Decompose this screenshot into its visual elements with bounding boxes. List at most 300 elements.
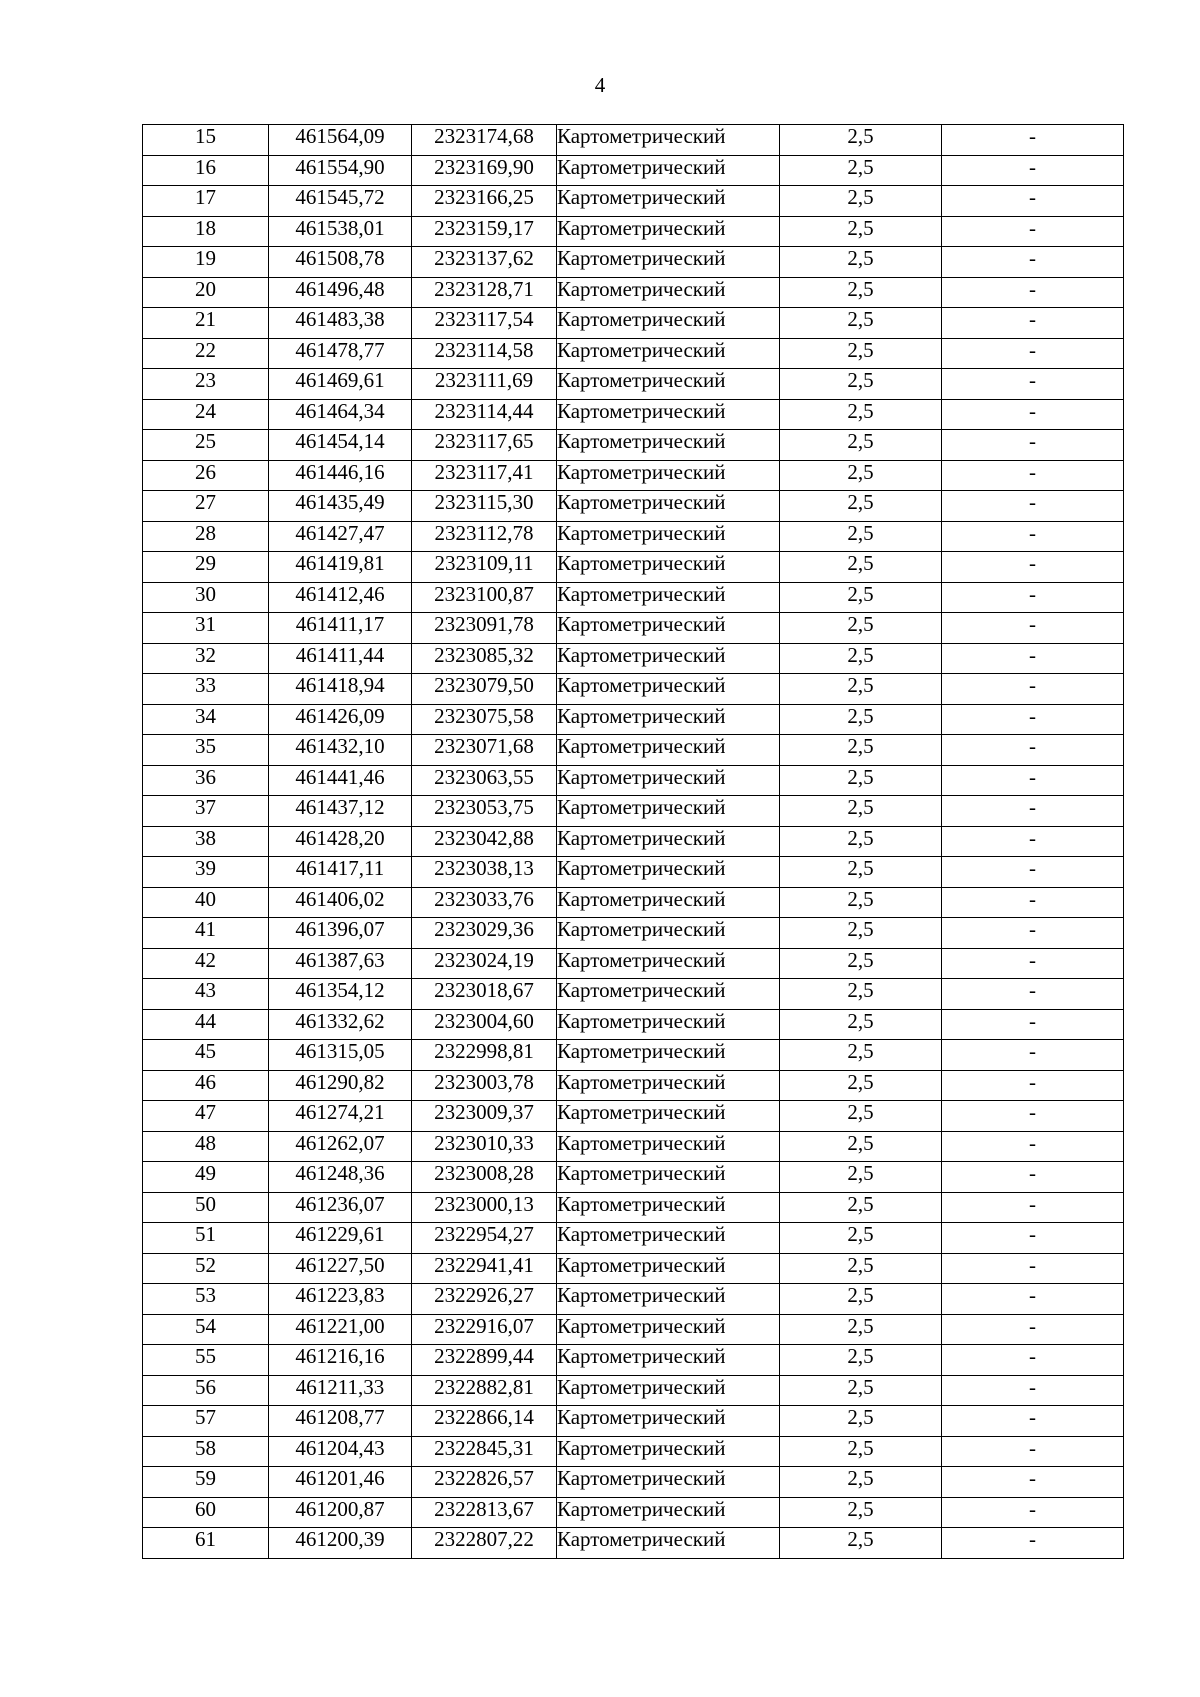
x-coordinate-cell: 461227,50: [269, 1253, 412, 1284]
method-cell: Картометрический: [557, 308, 780, 339]
table-row: [143, 186, 1124, 217]
coordinates-table-body: [143, 125, 1124, 1559]
point-number-cell: 59: [143, 1467, 269, 1498]
x-coordinate-cell: 461315,05: [269, 1040, 412, 1071]
description-cell: -: [942, 216, 1124, 247]
point-number-cell: 24: [143, 399, 269, 430]
accuracy-cell: 2,5: [780, 308, 942, 339]
method-cell: Картометрический: [557, 765, 780, 796]
table-row: [143, 826, 1124, 857]
table-row: [143, 704, 1124, 735]
point-number-cell: 57: [143, 1406, 269, 1437]
description-cell: -: [942, 582, 1124, 613]
x-coordinate-cell: 461538,01: [269, 216, 412, 247]
method-cell: Картометрический: [557, 369, 780, 400]
method-cell: Картометрический: [557, 979, 780, 1010]
table-row: [143, 1253, 1124, 1284]
table-row: [143, 216, 1124, 247]
method-cell: Картометрический: [557, 826, 780, 857]
y-coordinate-cell: 2323091,78: [412, 613, 557, 644]
description-cell: -: [942, 308, 1124, 339]
point-number-cell: 35: [143, 735, 269, 766]
accuracy-cell: 2,5: [780, 1192, 942, 1223]
table-row: [143, 277, 1124, 308]
coordinates-table: [142, 124, 1124, 1559]
accuracy-cell: 2,5: [780, 1314, 942, 1345]
y-coordinate-cell: 2323009,37: [412, 1101, 557, 1132]
table-row: [143, 1284, 1124, 1315]
method-cell: Картометрический: [557, 796, 780, 827]
accuracy-cell: 2,5: [780, 979, 942, 1010]
method-cell: Картометрический: [557, 582, 780, 613]
point-number-cell: 22: [143, 338, 269, 369]
description-cell: -: [942, 613, 1124, 644]
method-cell: Картометрический: [557, 1070, 780, 1101]
point-number-cell: 61: [143, 1528, 269, 1559]
description-cell: -: [942, 1375, 1124, 1406]
method-cell: Картометрический: [557, 1497, 780, 1528]
point-number-cell: 16: [143, 155, 269, 186]
x-coordinate-cell: 461564,09: [269, 125, 412, 156]
x-coordinate-cell: 461221,00: [269, 1314, 412, 1345]
accuracy-cell: 2,5: [780, 1070, 942, 1101]
description-cell: -: [942, 1345, 1124, 1376]
table-row: [143, 1436, 1124, 1467]
point-number-cell: 58: [143, 1436, 269, 1467]
x-coordinate-cell: 461216,16: [269, 1345, 412, 1376]
point-number-cell: 18: [143, 216, 269, 247]
method-cell: Картометрический: [557, 1040, 780, 1071]
accuracy-cell: 2,5: [780, 277, 942, 308]
page-number: 4: [594, 73, 606, 97]
table-row: [143, 1009, 1124, 1040]
table-row: [143, 948, 1124, 979]
table-row: [143, 1467, 1124, 1498]
point-number-cell: 20: [143, 277, 269, 308]
method-cell: Картометрический: [557, 613, 780, 644]
description-cell: -: [942, 796, 1124, 827]
method-cell: Картометрический: [557, 277, 780, 308]
table-row: [143, 125, 1124, 156]
y-coordinate-cell: 2323114,58: [412, 338, 557, 369]
accuracy-cell: 2,5: [780, 1101, 942, 1132]
accuracy-cell: 2,5: [780, 704, 942, 735]
description-cell: -: [942, 1162, 1124, 1193]
description-cell: -: [942, 1314, 1124, 1345]
y-coordinate-cell: 2322899,44: [412, 1345, 557, 1376]
point-number-cell: 21: [143, 308, 269, 339]
y-coordinate-cell: 2323038,13: [412, 857, 557, 888]
method-cell: Картометрический: [557, 430, 780, 461]
point-number-cell: 51: [143, 1223, 269, 1254]
x-coordinate-cell: 461496,48: [269, 277, 412, 308]
point-number-cell: 37: [143, 796, 269, 827]
table-row: [143, 796, 1124, 827]
accuracy-cell: 2,5: [780, 643, 942, 674]
x-coordinate-cell: 461446,16: [269, 460, 412, 491]
description-cell: -: [942, 918, 1124, 949]
y-coordinate-cell: 2322941,41: [412, 1253, 557, 1284]
table-row: [143, 247, 1124, 278]
description-cell: -: [942, 1406, 1124, 1437]
description-cell: -: [942, 826, 1124, 857]
table-row: [143, 1345, 1124, 1376]
x-coordinate-cell: 461208,77: [269, 1406, 412, 1437]
y-coordinate-cell: 2323033,76: [412, 887, 557, 918]
x-coordinate-cell: 461236,07: [269, 1192, 412, 1223]
description-cell: -: [942, 1040, 1124, 1071]
y-coordinate-cell: 2323075,58: [412, 704, 557, 735]
method-cell: Картометрический: [557, 1131, 780, 1162]
x-coordinate-cell: 461469,61: [269, 369, 412, 400]
point-number-cell: 36: [143, 765, 269, 796]
x-coordinate-cell: 461419,81: [269, 552, 412, 583]
point-number-cell: 43: [143, 979, 269, 1010]
y-coordinate-cell: 2323004,60: [412, 1009, 557, 1040]
point-number-cell: 52: [143, 1253, 269, 1284]
x-coordinate-cell: 461435,49: [269, 491, 412, 522]
method-cell: Картометрический: [557, 1223, 780, 1254]
x-coordinate-cell: 461478,77: [269, 338, 412, 369]
table-row: [143, 735, 1124, 766]
accuracy-cell: 2,5: [780, 125, 942, 156]
table-row: [143, 1070, 1124, 1101]
accuracy-cell: 2,5: [780, 1497, 942, 1528]
method-cell: Картометрический: [557, 1314, 780, 1345]
x-coordinate-cell: 461426,09: [269, 704, 412, 735]
y-coordinate-cell: 2323109,11: [412, 552, 557, 583]
table-row: [143, 399, 1124, 430]
y-coordinate-cell: 2323008,28: [412, 1162, 557, 1193]
method-cell: Картометрический: [557, 125, 780, 156]
method-cell: Картометрический: [557, 1406, 780, 1437]
y-coordinate-cell: 2322954,27: [412, 1223, 557, 1254]
accuracy-cell: 2,5: [780, 155, 942, 186]
point-number-cell: 29: [143, 552, 269, 583]
description-cell: -: [942, 1223, 1124, 1254]
method-cell: Картометрический: [557, 521, 780, 552]
x-coordinate-cell: 461200,87: [269, 1497, 412, 1528]
x-coordinate-cell: 461262,07: [269, 1131, 412, 1162]
y-coordinate-cell: 2322845,31: [412, 1436, 557, 1467]
method-cell: Картометрический: [557, 399, 780, 430]
description-cell: -: [942, 643, 1124, 674]
point-number-cell: 46: [143, 1070, 269, 1101]
point-number-cell: 38: [143, 826, 269, 857]
description-cell: -: [942, 674, 1124, 705]
y-coordinate-cell: 2323024,19: [412, 948, 557, 979]
point-number-cell: 40: [143, 887, 269, 918]
y-coordinate-cell: 2323100,87: [412, 582, 557, 613]
method-cell: Картометрический: [557, 338, 780, 369]
table-row: [143, 582, 1124, 613]
y-coordinate-cell: 2323169,90: [412, 155, 557, 186]
table-row: [143, 1528, 1124, 1559]
y-coordinate-cell: 2322826,57: [412, 1467, 557, 1498]
description-cell: -: [942, 399, 1124, 430]
accuracy-cell: 2,5: [780, 857, 942, 888]
x-coordinate-cell: 461396,07: [269, 918, 412, 949]
point-number-cell: 47: [143, 1101, 269, 1132]
accuracy-cell: 2,5: [780, 765, 942, 796]
point-number-cell: 54: [143, 1314, 269, 1345]
accuracy-cell: 2,5: [780, 521, 942, 552]
description-cell: -: [942, 1131, 1124, 1162]
table-row: [143, 613, 1124, 644]
description-cell: -: [942, 1467, 1124, 1498]
accuracy-cell: 2,5: [780, 1253, 942, 1284]
accuracy-cell: 2,5: [780, 826, 942, 857]
method-cell: Картометрический: [557, 643, 780, 674]
accuracy-cell: 2,5: [780, 491, 942, 522]
y-coordinate-cell: 2323000,13: [412, 1192, 557, 1223]
x-coordinate-cell: 461417,11: [269, 857, 412, 888]
y-coordinate-cell: 2322916,07: [412, 1314, 557, 1345]
accuracy-cell: 2,5: [780, 1436, 942, 1467]
method-cell: Картометрический: [557, 491, 780, 522]
y-coordinate-cell: 2323115,30: [412, 491, 557, 522]
y-coordinate-cell: 2323117,41: [412, 460, 557, 491]
description-cell: -: [942, 552, 1124, 583]
y-coordinate-cell: 2323137,62: [412, 247, 557, 278]
point-number-cell: 17: [143, 186, 269, 217]
method-cell: Картометрический: [557, 1162, 780, 1193]
x-coordinate-cell: 461411,44: [269, 643, 412, 674]
x-coordinate-cell: 461418,94: [269, 674, 412, 705]
point-number-cell: 42: [143, 948, 269, 979]
y-coordinate-cell: 2323071,68: [412, 735, 557, 766]
table-row: [143, 369, 1124, 400]
description-cell: -: [942, 1528, 1124, 1559]
method-cell: Картометрический: [557, 1528, 780, 1559]
table-row: [143, 1497, 1124, 1528]
y-coordinate-cell: 2323112,78: [412, 521, 557, 552]
accuracy-cell: 2,5: [780, 247, 942, 278]
x-coordinate-cell: 461274,21: [269, 1101, 412, 1132]
accuracy-cell: 2,5: [780, 948, 942, 979]
accuracy-cell: 2,5: [780, 216, 942, 247]
x-coordinate-cell: 461483,38: [269, 308, 412, 339]
description-cell: -: [942, 1192, 1124, 1223]
method-cell: Картометрический: [557, 186, 780, 217]
point-number-cell: 19: [143, 247, 269, 278]
y-coordinate-cell: 2323018,67: [412, 979, 557, 1010]
table-row: [143, 887, 1124, 918]
table-row: [143, 1406, 1124, 1437]
table-row: [143, 521, 1124, 552]
description-cell: -: [942, 1009, 1124, 1040]
x-coordinate-cell: 461454,14: [269, 430, 412, 461]
x-coordinate-cell: 461428,20: [269, 826, 412, 857]
method-cell: Картометрический: [557, 552, 780, 583]
point-number-cell: 30: [143, 582, 269, 613]
x-coordinate-cell: 461200,39: [269, 1528, 412, 1559]
point-number-cell: 25: [143, 430, 269, 461]
table-row: [143, 338, 1124, 369]
point-number-cell: 33: [143, 674, 269, 705]
y-coordinate-cell: 2323166,25: [412, 186, 557, 217]
description-cell: -: [942, 430, 1124, 461]
point-number-cell: 15: [143, 125, 269, 156]
description-cell: -: [942, 247, 1124, 278]
description-cell: -: [942, 491, 1124, 522]
y-coordinate-cell: 2323003,78: [412, 1070, 557, 1101]
description-cell: -: [942, 887, 1124, 918]
y-coordinate-cell: 2322866,14: [412, 1406, 557, 1437]
accuracy-cell: 2,5: [780, 399, 942, 430]
method-cell: Картометрический: [557, 1192, 780, 1223]
y-coordinate-cell: 2323117,54: [412, 308, 557, 339]
y-coordinate-cell: 2323117,65: [412, 430, 557, 461]
description-cell: -: [942, 1101, 1124, 1132]
point-number-cell: 44: [143, 1009, 269, 1040]
x-coordinate-cell: 461211,33: [269, 1375, 412, 1406]
method-cell: Картометрический: [557, 1009, 780, 1040]
point-number-cell: 48: [143, 1131, 269, 1162]
y-coordinate-cell: 2323128,71: [412, 277, 557, 308]
table-row: [143, 1223, 1124, 1254]
description-cell: -: [942, 369, 1124, 400]
accuracy-cell: 2,5: [780, 460, 942, 491]
accuracy-cell: 2,5: [780, 613, 942, 644]
accuracy-cell: 2,5: [780, 1528, 942, 1559]
table-row: [143, 491, 1124, 522]
table-row: [143, 643, 1124, 674]
accuracy-cell: 2,5: [780, 918, 942, 949]
accuracy-cell: 2,5: [780, 1162, 942, 1193]
y-coordinate-cell: 2322882,81: [412, 1375, 557, 1406]
description-cell: -: [942, 1253, 1124, 1284]
description-cell: -: [942, 338, 1124, 369]
point-number-cell: 45: [143, 1040, 269, 1071]
table-row: [143, 155, 1124, 186]
x-coordinate-cell: 461411,17: [269, 613, 412, 644]
y-coordinate-cell: 2322807,22: [412, 1528, 557, 1559]
method-cell: Картометрический: [557, 704, 780, 735]
point-number-cell: 26: [143, 460, 269, 491]
x-coordinate-cell: 461204,43: [269, 1436, 412, 1467]
method-cell: Картометрический: [557, 1467, 780, 1498]
table-row: [143, 979, 1124, 1010]
accuracy-cell: 2,5: [780, 1131, 942, 1162]
table-row: [143, 857, 1124, 888]
table-row: [143, 1375, 1124, 1406]
method-cell: Картометрический: [557, 1284, 780, 1315]
table-row: [143, 308, 1124, 339]
table-row: [143, 1040, 1124, 1071]
x-coordinate-cell: 461545,72: [269, 186, 412, 217]
point-number-cell: 28: [143, 521, 269, 552]
description-cell: -: [942, 857, 1124, 888]
y-coordinate-cell: 2322926,27: [412, 1284, 557, 1315]
method-cell: Картометрический: [557, 887, 780, 918]
table-row: [143, 765, 1124, 796]
x-coordinate-cell: 461508,78: [269, 247, 412, 278]
description-cell: -: [942, 948, 1124, 979]
table-row: [143, 1162, 1124, 1193]
description-cell: -: [942, 704, 1124, 735]
description-cell: -: [942, 125, 1124, 156]
accuracy-cell: 2,5: [780, 369, 942, 400]
table-row: [143, 1192, 1124, 1223]
accuracy-cell: 2,5: [780, 552, 942, 583]
x-coordinate-cell: 461406,02: [269, 887, 412, 918]
accuracy-cell: 2,5: [780, 796, 942, 827]
point-number-cell: 27: [143, 491, 269, 522]
accuracy-cell: 2,5: [780, 1223, 942, 1254]
table-row: [143, 918, 1124, 949]
accuracy-cell: 2,5: [780, 1467, 942, 1498]
y-coordinate-cell: 2323053,75: [412, 796, 557, 827]
accuracy-cell: 2,5: [780, 1345, 942, 1376]
accuracy-cell: 2,5: [780, 1009, 942, 1040]
description-cell: -: [942, 277, 1124, 308]
x-coordinate-cell: 461332,62: [269, 1009, 412, 1040]
accuracy-cell: 2,5: [780, 1040, 942, 1071]
y-coordinate-cell: 2323079,50: [412, 674, 557, 705]
description-cell: -: [942, 979, 1124, 1010]
y-coordinate-cell: 2323114,44: [412, 399, 557, 430]
accuracy-cell: 2,5: [780, 887, 942, 918]
x-coordinate-cell: 461554,90: [269, 155, 412, 186]
table-row: [143, 552, 1124, 583]
description-cell: -: [942, 460, 1124, 491]
method-cell: Картометрический: [557, 1375, 780, 1406]
method-cell: Картометрический: [557, 1253, 780, 1284]
point-number-cell: 34: [143, 704, 269, 735]
x-coordinate-cell: 461290,82: [269, 1070, 412, 1101]
description-cell: -: [942, 1284, 1124, 1315]
y-coordinate-cell: 2323063,55: [412, 765, 557, 796]
x-coordinate-cell: 461412,46: [269, 582, 412, 613]
method-cell: Картометрический: [557, 216, 780, 247]
accuracy-cell: 2,5: [780, 674, 942, 705]
y-coordinate-cell: 2322813,67: [412, 1497, 557, 1528]
point-number-cell: 60: [143, 1497, 269, 1528]
point-number-cell: 23: [143, 369, 269, 400]
point-number-cell: 39: [143, 857, 269, 888]
description-cell: -: [942, 155, 1124, 186]
point-number-cell: 50: [143, 1192, 269, 1223]
x-coordinate-cell: 461201,46: [269, 1467, 412, 1498]
point-number-cell: 55: [143, 1345, 269, 1376]
description-cell: -: [942, 521, 1124, 552]
x-coordinate-cell: 461248,36: [269, 1162, 412, 1193]
method-cell: Картометрический: [557, 735, 780, 766]
description-cell: -: [942, 186, 1124, 217]
method-cell: Картометрический: [557, 1436, 780, 1467]
method-cell: Картометрический: [557, 1101, 780, 1132]
description-cell: -: [942, 765, 1124, 796]
point-number-cell: 41: [143, 918, 269, 949]
y-coordinate-cell: 2323042,88: [412, 826, 557, 857]
x-coordinate-cell: 461432,10: [269, 735, 412, 766]
method-cell: Картометрический: [557, 155, 780, 186]
description-cell: -: [942, 1436, 1124, 1467]
table-row: [143, 460, 1124, 491]
x-coordinate-cell: 461464,34: [269, 399, 412, 430]
x-coordinate-cell: 461223,83: [269, 1284, 412, 1315]
method-cell: Картометрический: [557, 857, 780, 888]
x-coordinate-cell: 461441,46: [269, 765, 412, 796]
x-coordinate-cell: 461427,47: [269, 521, 412, 552]
accuracy-cell: 2,5: [780, 186, 942, 217]
y-coordinate-cell: 2323010,33: [412, 1131, 557, 1162]
y-coordinate-cell: 2322998,81: [412, 1040, 557, 1071]
description-cell: -: [942, 1497, 1124, 1528]
x-coordinate-cell: 461387,63: [269, 948, 412, 979]
table-row: [143, 1314, 1124, 1345]
